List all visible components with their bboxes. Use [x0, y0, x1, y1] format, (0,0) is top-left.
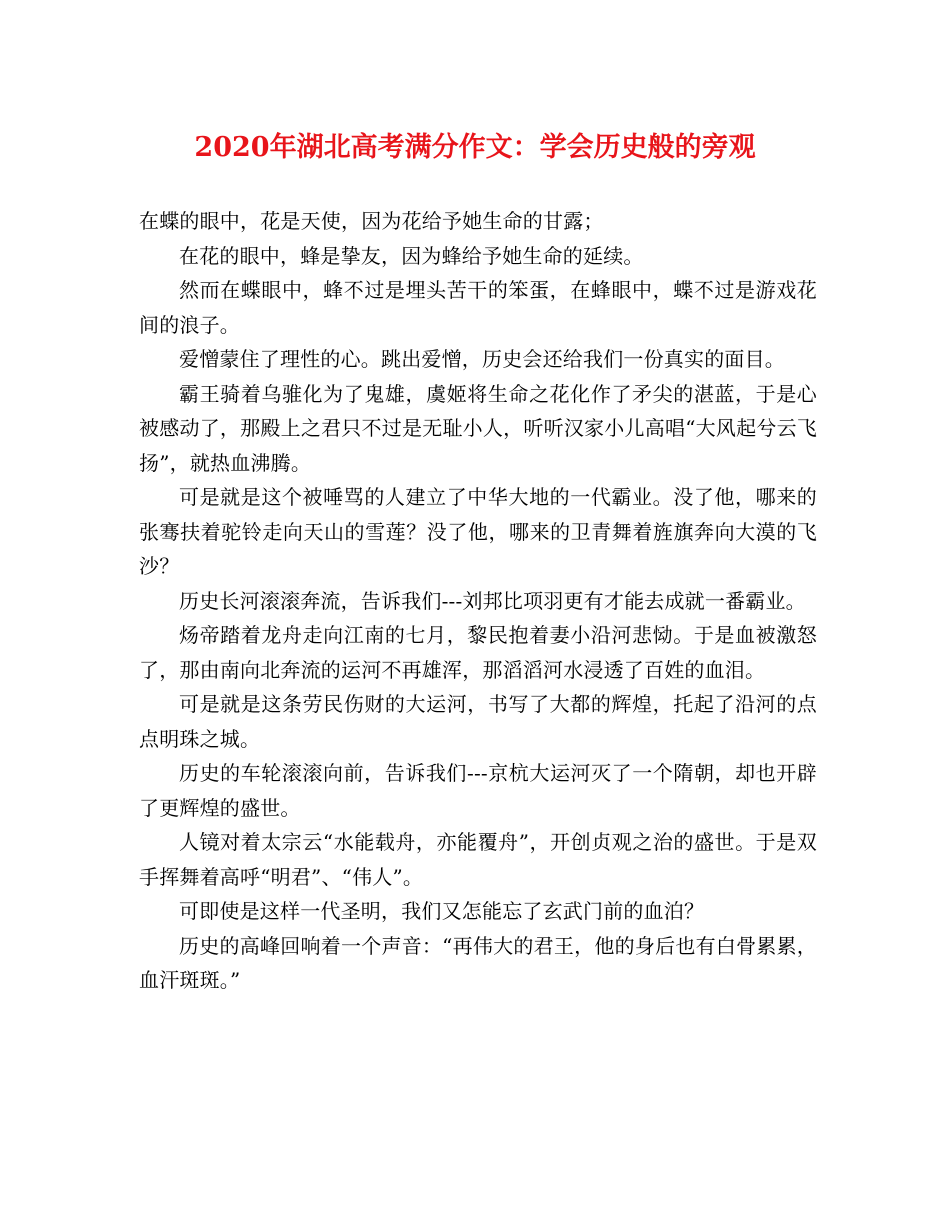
paragraph: 然而在蝶眼中，蜂不过是埋头苦干的笨蛋，在蜂眼中，蝶不过是游戏花间的浪子。: [139, 278, 817, 337]
paragraph: 霸王骑着乌骓化为了鬼雄，虞姬将生命之花化作了矛尖的湛蓝，于是心被感动了，那殿上之君只不过是无耻小人，听听汉家小儿高唱“大风起兮云飞扬”，就热血沸腾。: [139, 381, 817, 475]
paragraph: 炀帝踏着龙舟走向江南的七月，黎民抱着妻小沿河悲恸。于是血被激怒了，那由南向北奔流的运河不再雄浑，那滔滔河水浸透了百姓的血泪。: [139, 623, 817, 682]
paragraph: 在花的眼中，蜂是挚友，因为蜂给予她生命的延续。: [179, 243, 644, 268]
paragraph: 人镜对着太宗云“水能载舟，亦能覆舟”，开创贞观之治的盛世。于是双手挥舞着高呼“明君”、“伟人”。: [139, 830, 817, 889]
paragraph: 爱憎蒙住了理性的心。跳出爱憎，历史会还给我们一份真实的面目。: [179, 347, 785, 371]
paragraph: 历史的车轮滚滚向前，告诉我们---京杭大运河灭了一个隋朝，却也开辟了更辉煌的盛世。: [139, 761, 817, 820]
paragraph: 在蝶的眼中，花是天使，因为花给予她生命的甘露；: [139, 209, 604, 233]
paragraph: 可是就是这个被唾骂的人建立了中华大地的一代霸业。没了他，哪来的张骞扶着驼铃走向天山的雪莲？没了他，哪来的卫青舞着旌旗奔向大漠的飞沙？: [139, 485, 817, 578]
paragraph: 历史的高峰回响着一个声音：“再伟大的君王，他的身后也有白骨累累，血汗斑斑。”: [139, 933, 817, 992]
document-title: 2020年湖北高考满分作文：学会历史般的旁观: [194, 132, 756, 163]
document-body: [139, 204, 817, 998]
paragraph: 可是就是这条劳民伤财的大运河，书写了大都的辉煌，托起了沿河的点点明珠之城。: [139, 692, 817, 751]
paragraph: 可即使是这样一代圣明，我们又怎能忘了玄武门前的血泊？: [179, 899, 705, 923]
paragraph: 历史长河滚滚奔流，告诉我们---刘邦比项羽更有才能去成就一番霸业。: [179, 588, 806, 613]
